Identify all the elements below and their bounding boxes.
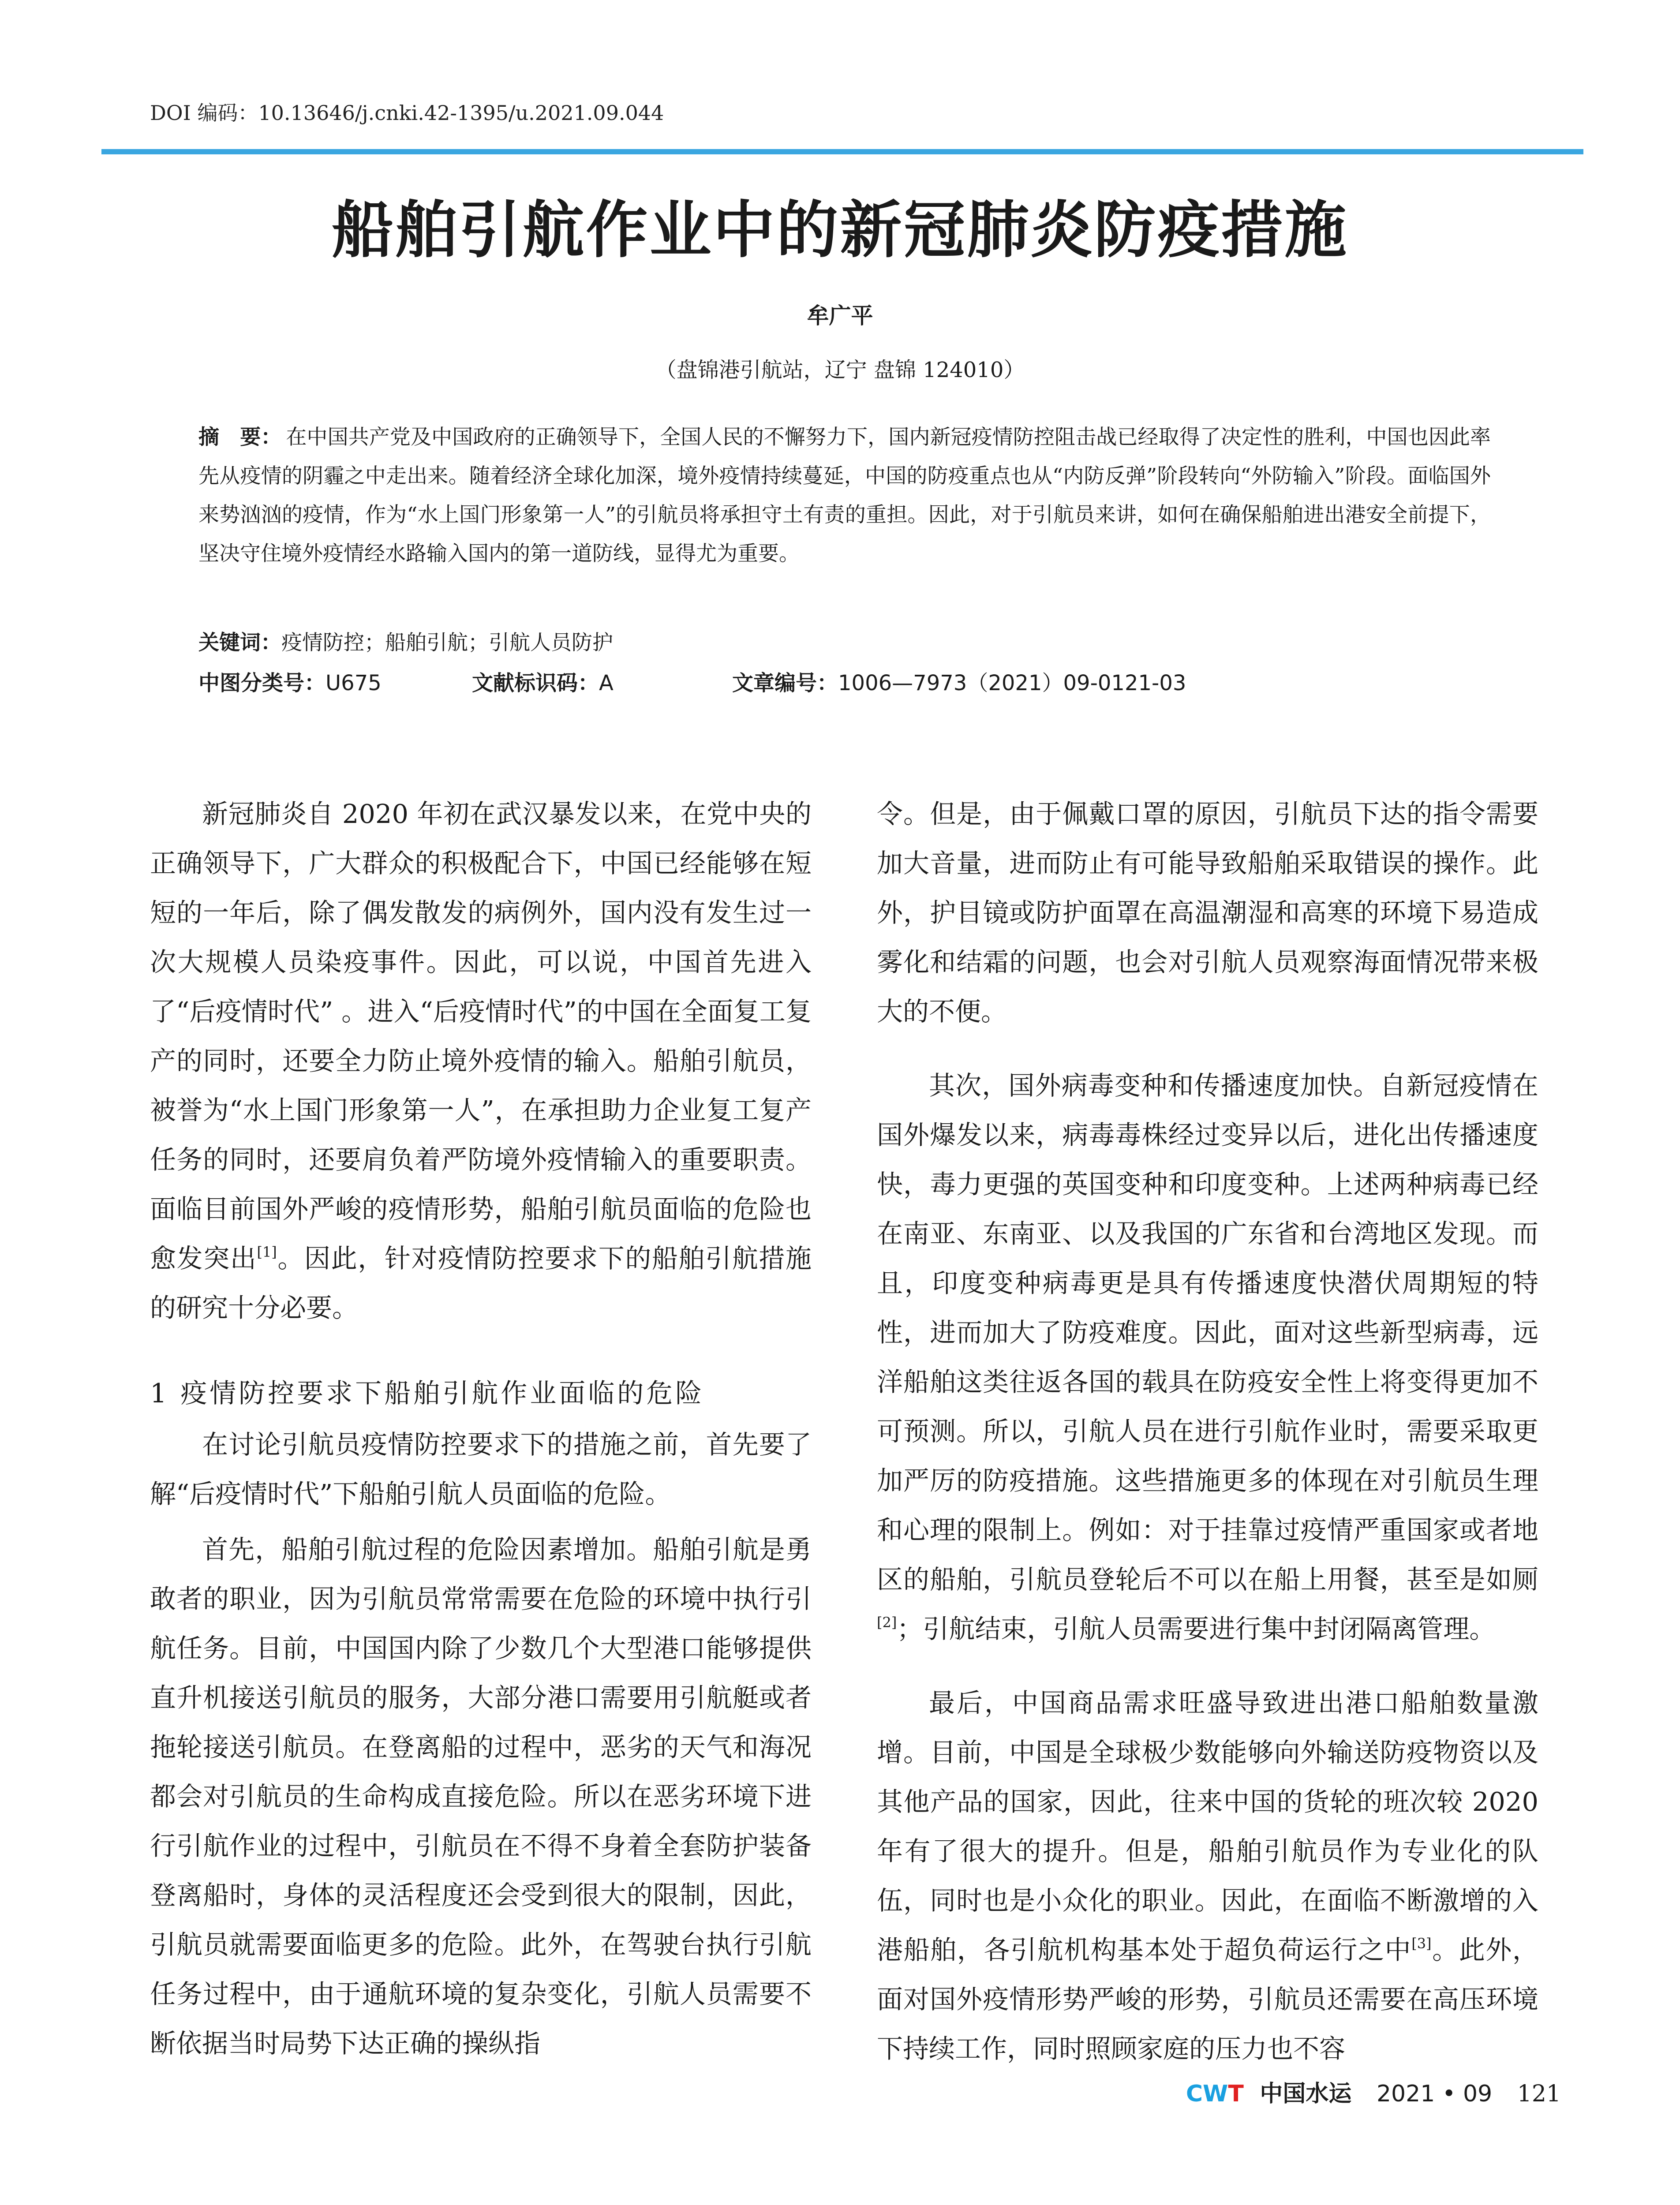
- citation-ref[interactable]: [2]: [877, 1614, 897, 1631]
- page-footer: [1186, 2075, 1561, 2108]
- abstract-text: 在中国共产党及中国政府的正确领导下，全国人民的不懈努力下，国内新冠疫情防控阻击战已经取得了决定性的胜利，中国也因此率先从疫情的阴霾之中走出来。随着经济全球化加深，境外疫情持续蔓延，中国的防疫重点也从“内防反弹”阶段转向“外防输入”阶段。面临国外来势汹汹的疫情，作为“水上国门形象第一人”的引航员将承担守土有责的重担。因此，对于引航员来讲，如何在确保船舶进出港安全前提下，坚决守住境外疫情经水路输入国内的第一道防线，显得尤为重要。: [198, 425, 1491, 566]
- paragraph-text: 其次，国外病毒变种和传播速度加快。自新冠疫情在国外爆发以来，病毒毒株经过变异以后，进化出传播速度快，毒力更强的英国变种和印度变种。上述两种病毒已经在南亚、东南亚、以及我国的广东省和台湾地区发现。而且，印度变种病毒更是具有传播速度快潜伏周期短的特性，进而加大了防疫难度。因此，面对这些新型病毒，远洋船舶这类往返各国的载具在防疫安全性上将变得更加不可预测。所以，引航人员在进行引航作业时，需要采取更加严厉的防疫措施。这些措施更多的体现在对引航员生理和心理的限制上。例如：对于挂靠过疫情严重国家或者地区的船舶，引航员登轮后不可以在船上用餐，甚至是如厕: [877, 1070, 1538, 1595]
- body-left-column: [150, 789, 812, 2068]
- paragraph-text: 新冠肺炎自 2020 年初在武汉暴发以来，在党中央的正确领导下，广大群众的积极配合下，中国已经能够在短短的一年后，除了偶发散发的病例外，国内没有发生过一次大规模人员染疫事件。因此，可以说，中国首先进入了“后疫情时代” 。进入“后疫情时代”的中国在全面复工复产的同时，还要全力防止境外疫情的输入。船舶引航员，被誉为“水上国门形象第一人”，在承担助力企业复工复产任务的同时，还要肩负着严防境外疫情输入的重要职责。面临目前国外严峻的疫情形势，船舶引航员面临的危险也愈发突出: [150, 799, 812, 1274]
- article-number: [732, 666, 1186, 696]
- logo-t: T: [1228, 2081, 1244, 2107]
- citation-ref[interactable]: [1]: [257, 1244, 277, 1260]
- issue-number: 2021 • 09: [1376, 2081, 1493, 2107]
- keywords-text: 疫情防控；船舶引航；引航人员防护: [281, 631, 613, 655]
- body-paragraph: 令。但是，由于佩戴口罩的原因，引航员下达的指令需要加大音量，进而防止有可能导致船舶采取错误的操作。此外，护目镜或防护面罩在高温潮湿和高寒的环境下易造成雾化和结霜的问题，也会对引航人员观察海面情况带来极大的不便。: [877, 799, 1538, 1027]
- doc-value: A: [599, 671, 614, 695]
- body-paragraph: [877, 1678, 1538, 2074]
- keywords: [198, 626, 1491, 656]
- author-name: 牟广平: [807, 303, 873, 329]
- article-title: 船舶引航作业中的新冠肺炎防疫措施: [332, 194, 1348, 266]
- body-paragraph: 在讨论引航员疫情防控要求下的措施之前，首先要了解“后疫情时代”下船舶引航人员面临的危险。: [150, 1429, 812, 1509]
- doi-line: DOI 编码：10.13646/j.cnki.42-1395/u.2021.09.044: [150, 101, 664, 125]
- section-heading: 1 疫情防控要求下船舶引航作业面临的危险: [150, 1378, 705, 1409]
- doc-label: 文献标识码：: [472, 671, 599, 695]
- body-paragraph: 首先，船舶引航过程的危险因素增加。船舶引航是勇敢者的职业，因为引航员常常需要在危险的环境中执行引航任务。目前，中国国内除了少数几个大型港口能够提供直升机接送引航员的服务，大部分港口需要用引航艇或者拖轮接送引航员。在登离船的过程中，恶劣的天气和海况都会对引航员的生命构成直接危险。所以在恶劣环境下进行引航作业的过程中，引航员在不得不身着全套防护装备登离船时，身体的灵活程度还会受到很大的限制，因此，引航员就需要面临更多的危险。此外，在驾驶台执行引航任务过程中，由于通航环境的复杂变化，引航人员需要不断依据当时局势下达正确的操纵指: [150, 1534, 812, 2059]
- header-rule: [101, 149, 1583, 154]
- keywords-label: 关键词：: [198, 631, 281, 655]
- article-label: 文章编号：: [732, 671, 838, 695]
- abstract: [198, 418, 1491, 573]
- body-right-column: [877, 789, 1538, 2074]
- clc-code: [198, 666, 382, 696]
- journal-name: 中国水运: [1260, 2081, 1352, 2107]
- paragraph-text: 最后，中国商品需求旺盛导致进出港口船舶数量激增。目前，中国是全球极少数能够向外输送防疫物资以及其他产品的国家，因此，往来中国的货轮的班次较 2020 年有了很大的提升。但是，船舶引航员作为专业化的队伍，同时也是小众化的职业。因此，在面临不断激增的入港船舶，各引航机构基本处于超负荷运行之中: [877, 1688, 1538, 1965]
- paragraph-text: 。此外，面对国外疫情形势严峻的形势，引航员还需要在高压环境下持续工作，同时照顾家庭的压力也不容: [877, 1935, 1538, 2064]
- clc-value: U675: [326, 671, 382, 695]
- page-number: 121: [1517, 2081, 1561, 2107]
- paragraph-text: ；引航结束，引航人员需要进行集中封闭隔离管理。: [897, 1614, 1496, 1644]
- article-value: 1006—7973（2021）09-0121-03: [838, 671, 1186, 695]
- document-code: [472, 666, 614, 696]
- journal-logo: [1186, 2081, 1244, 2107]
- logo-cw: CW: [1186, 2081, 1228, 2107]
- body-paragraph: [877, 1061, 1538, 1654]
- clc-label: 中图分类号：: [198, 671, 326, 695]
- paragraph-text: 。因此，针对疫情防控要求下的船舶引航措施的研究十分必要。: [150, 1243, 812, 1323]
- citation-ref[interactable]: [3]: [1411, 1935, 1432, 1952]
- abstract-label: 摘 要：: [198, 425, 282, 449]
- body-paragraph: [150, 789, 812, 1333]
- affiliation: （盘锦港引航站，辽宁 盘锦 124010）: [655, 358, 1025, 382]
